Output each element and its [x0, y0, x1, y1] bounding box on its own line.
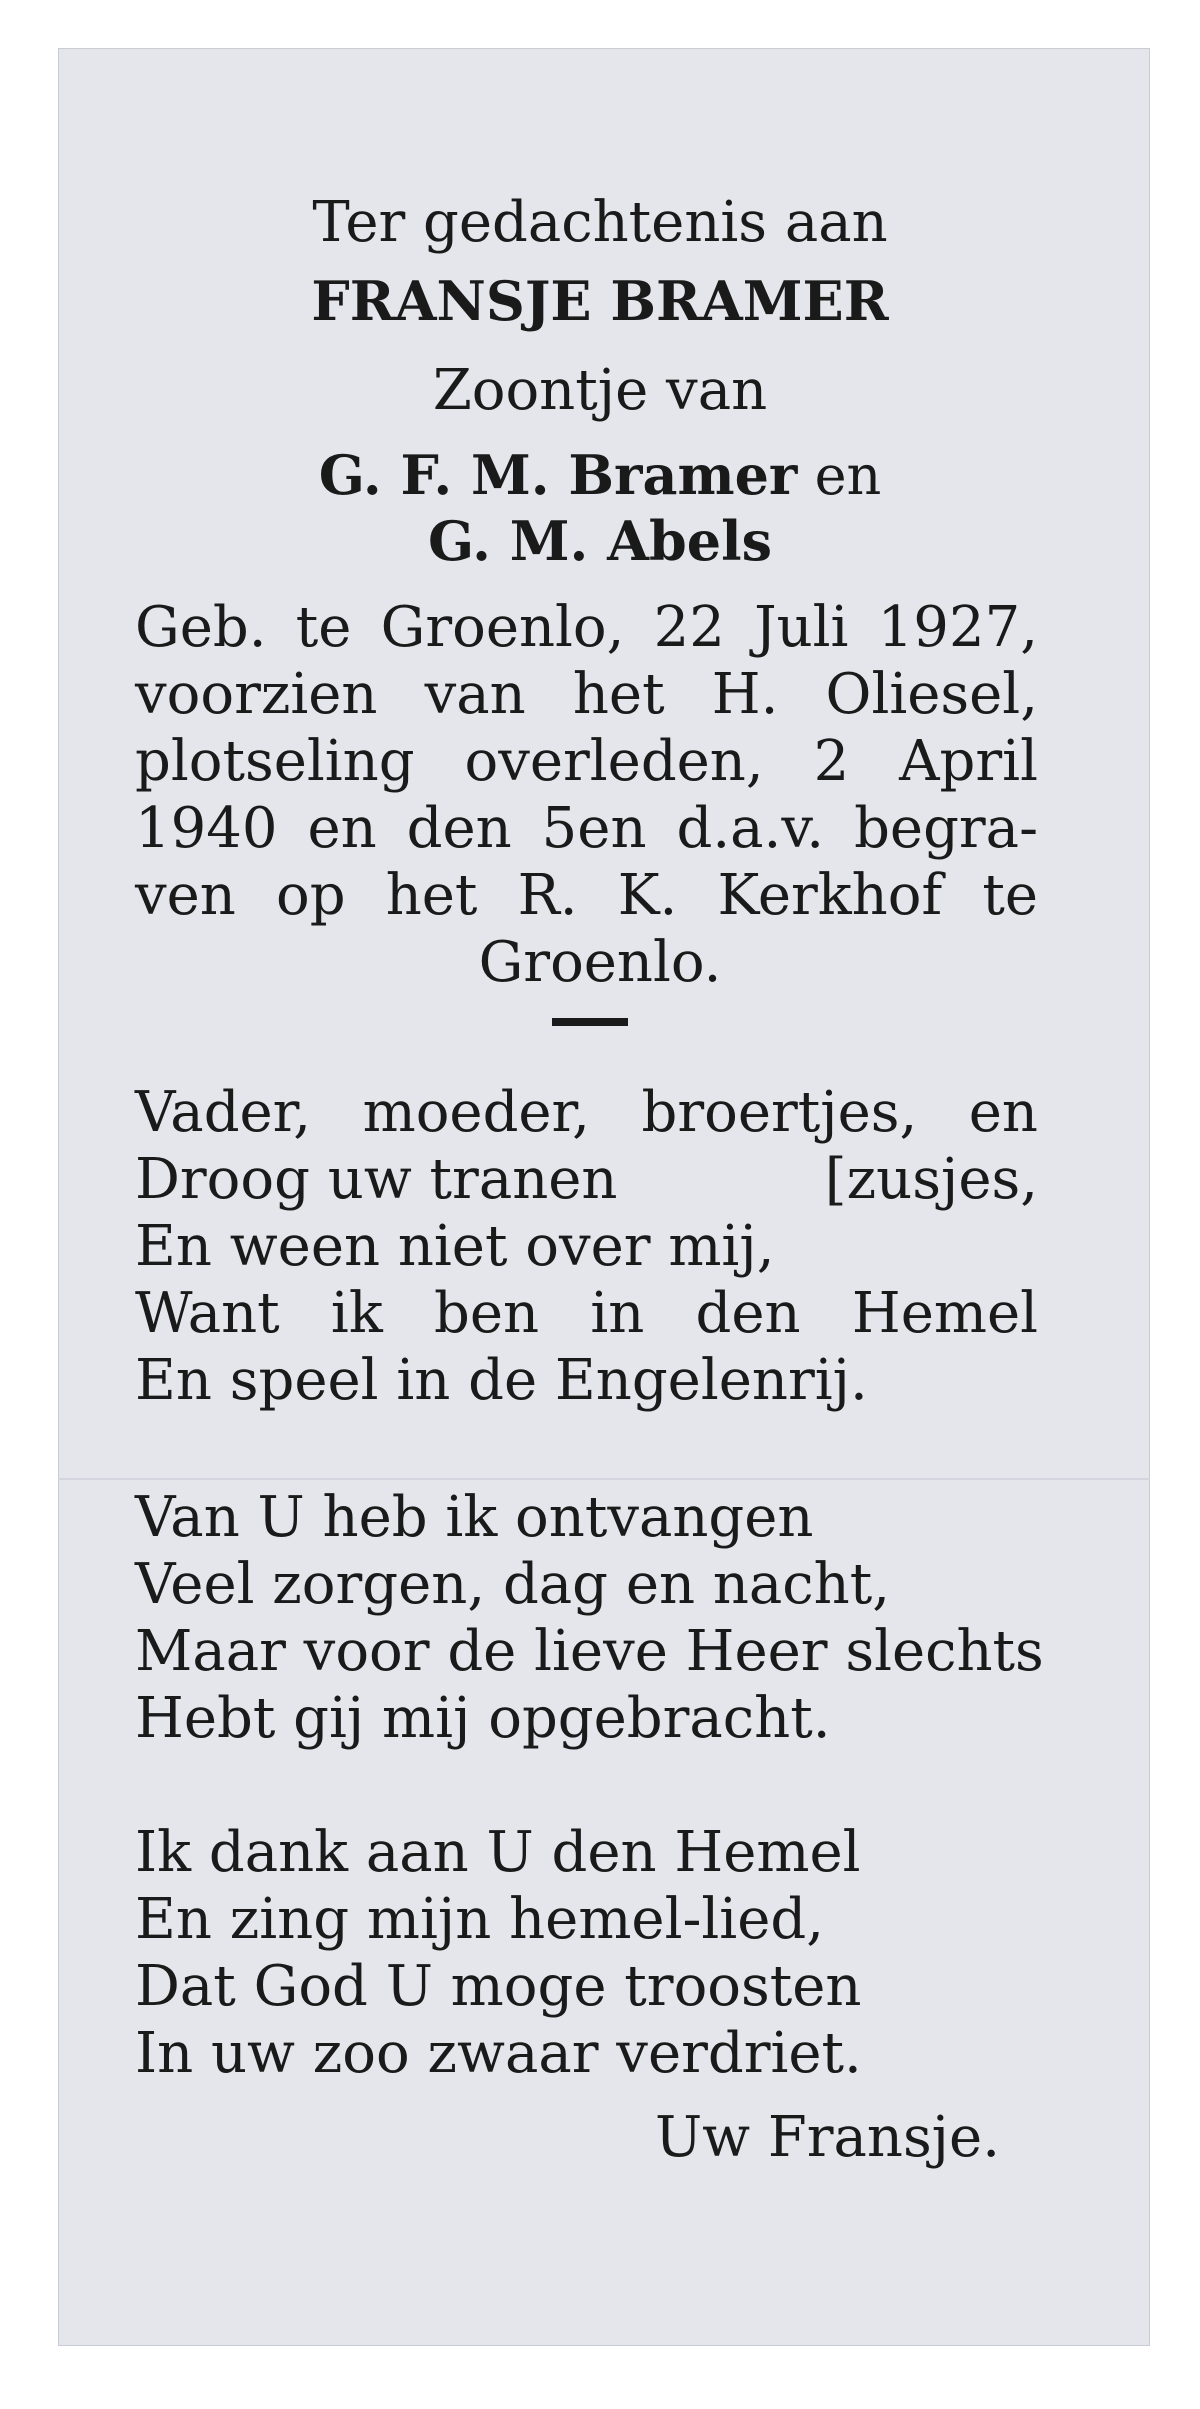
verse-line: En zing mijn hemel-lied,	[135, 1887, 825, 1952]
mother-name: G. M. Abels	[427, 509, 773, 573]
verse-line: Van U heb ik ontvangen	[135, 1485, 814, 1550]
bio-line: Geb. te Groenlo, 22 Juli 1927,	[135, 595, 1038, 660]
verse-line: En speel in de Engelenrij.	[135, 1348, 868, 1413]
father-name: G. F. M. Bramer	[318, 443, 798, 507]
son-of-line: Zoontje van	[432, 358, 768, 423]
section-divider	[552, 1018, 628, 1026]
verse-line: Hebt gij mij opgebracht.	[135, 1686, 831, 1751]
verse-line-text: Droog uw tranen	[135, 1147, 618, 1212]
bio-line: 1940 en den 5en d.a.v. begra-	[135, 796, 1038, 861]
verse-line: Maar voor de lieve Heer slechts	[135, 1619, 1044, 1684]
verse-line: Veel zorgen, dag en nacht,	[135, 1552, 891, 1617]
verse-line	[135, 1147, 1038, 1213]
bio-line: Groenlo.	[478, 930, 722, 995]
bio-line: voorzien van het H. Oliesel,	[135, 662, 1038, 727]
verse-line: Want ik ben in den Hemel	[135, 1281, 1038, 1346]
verse-line: En ween niet over mij,	[135, 1214, 775, 1279]
bio-line: ven op het R. K. Kerkhof te	[135, 863, 1038, 928]
in-memory-heading: Ter gedachtenis aan	[312, 190, 888, 255]
verse-line: In uw zoo zwaar verdriet.	[135, 2021, 862, 2086]
verse-line-carryover: [zusjes,	[824, 1147, 1038, 1212]
deceased-name: FRANSJE BRAMER	[311, 269, 889, 333]
verse-line: Dat God U moge troosten	[135, 1954, 862, 2019]
card-fold-line	[58, 1478, 1150, 1480]
and-word: en	[814, 444, 882, 507]
signature: Uw Fransje.	[654, 2105, 1000, 2170]
verse-line: Ik dank aan U den Hemel	[135, 1820, 861, 1885]
verse-line: Vader, moeder, broertjes, en	[135, 1080, 1038, 1145]
father-line	[0, 442, 1200, 509]
bio-line: plotseling overleden, 2 April	[135, 729, 1038, 794]
